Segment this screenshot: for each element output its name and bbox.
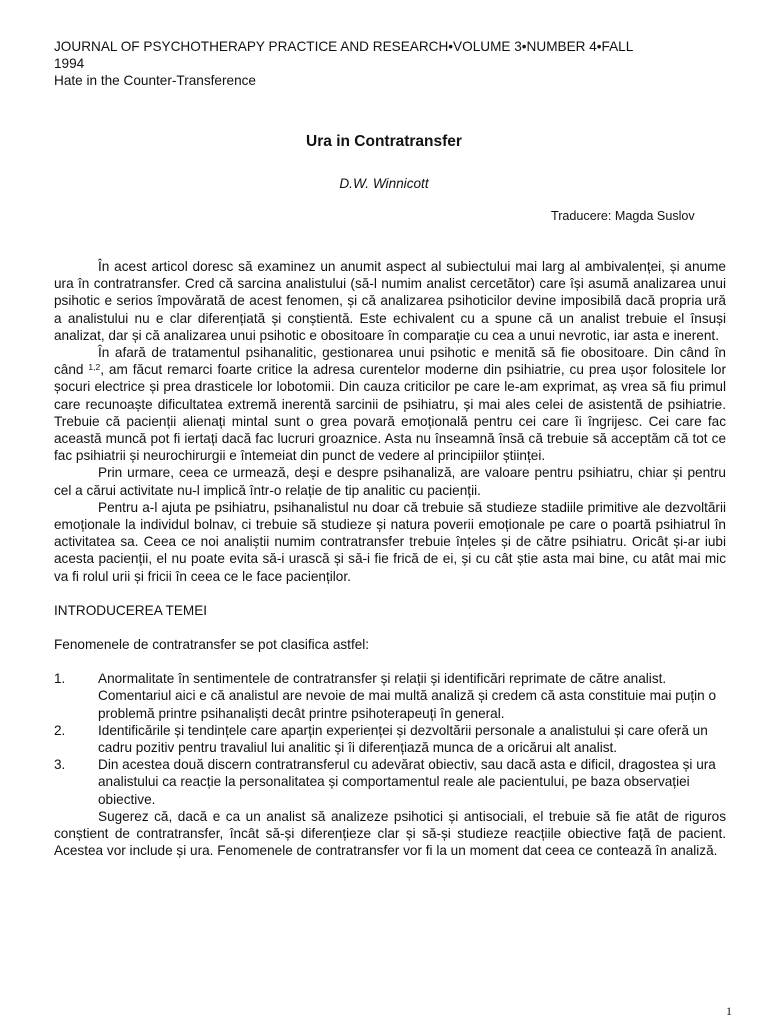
original-title: Hate in the Counter-Transference — [54, 73, 256, 88]
section-heading: INTRODUCEREA TEMEI — [54, 602, 208, 618]
list-text: Din acestea două discern contratransferul cu adevărat obiectiv, sau dacă asta e dificil, dragostea și ura analistului ca reacție la personalitatea și comportamentul reale ale pacientului, pe baza observației obiective. — [98, 757, 716, 807]
article-body — [54, 258, 726, 860]
section-lead: Fenomenele de contratransfer se pot clasifica astfel: — [54, 637, 370, 653]
list-number: 3. — [54, 757, 66, 773]
paragraph: În acest articol doresc să examinez un anumit aspect al subiectului mai larg al ambivalenței, și anume ura în contratransfer. Cred că sarcina analistului (să-l numim analist cercetător) care își asumă analizarea unui psihotic e serios împovărată de acest fenomen, și că analizarea psihoticilor devine imposibilă dacă propria ură a analistului nu e clar diferențiată și conștientă. Este echivalent cu a spune că un analist trebuie el însuși analizat, dar și că analizarea unui psihotic e obositoare în comparație cu cea a unui nevrotic, iar asta e inerent. — [54, 259, 726, 343]
citation-superscript: 1,2 — [88, 362, 101, 373]
list-text: Anormalitate în sentimentele de contratransfer și relații și identificări reprimate de către analist. Comentariul aici e că analistul are nevoie de mai multă analiză și credem că asta constituie mai puțin o problemă printre psihanaliști decât printre psihoterapeuți în general. — [98, 671, 717, 721]
journal-header — [54, 38, 724, 89]
article-author: D.W. Winnicott — [339, 176, 429, 191]
page-number: 1 — [726, 1004, 732, 1018]
paragraph: Pentru a-l ajuta pe psihiatru, psihanalistul nu doar că trebuie să studieze stadiile primitive ale dezvoltării emoționale la individul bolnav, ci trebuie să studieze și natura poverii emoționale pe care o poartă psihiatrul în activitatea sa. Ceea ce noi analiștii numim contratransfer trebuie înțeles și de către psihiatru. Oricât și-ar iubi acesta pacienții, el nu poate evita să-i urască și să-i fie frică de ei, și cu cât știe asta mai bine, cu atât mai mic va fi rolul urii și fricii în ceea ce le face pacienților. — [54, 499, 726, 584]
list-item — [54, 670, 726, 722]
article-title: Ura in Contratransfer — [306, 133, 462, 150]
paragraph-text: În afară de tratamentul psihanalitic, gestionarea unui psihotic e menită să fie obositoare. Din când în când — [54, 345, 726, 378]
list-item — [54, 722, 726, 756]
paragraph: Sugerez că, dacă e ca un analist să analizeze psihotici și antisociali, el trebuie să fie atât de riguros conștient de contratransfer, încât să-și diferențieze clar și să-și studieze reacțiile obiective față de pacient. Acestea vor include și ura. Fenomenele de contratransfer vor fi la un moment dat ceea ce contează în analiză. — [54, 808, 726, 859]
list-item — [54, 756, 726, 808]
list-number: 2. — [54, 722, 66, 738]
list-text: Identificările și tendințele care aparțin experienței și dezvoltării personale a analistului și care oferă un cadru pozitiv pentru travaliul lui analitic și îi diferențiază munca de a oricărui alt analist. — [98, 722, 708, 756]
journal-year: 1994 — [54, 56, 85, 71]
paragraph — [54, 344, 726, 464]
paragraph: Prin urmare, ceea ce urmează, deși e despre psihanaliză, are valoare pentru psihiatru, chiar și pentru cel a cărui activitate nu-l implică într-o relație de tip analitic cu pacienții. — [54, 465, 726, 498]
paragraph-text: , am făcut remarci foarte critice la adresa curentelor moderne din psihiatrie, cu prea ușor folositele lor șocuri electrice și prea drasticele lor lobotomii. Din cauza criticilor pe care le-am exprimat, aș vrea să fiu primul care recunoaște dificultatea extremă inerentă sarcinii de psihiatru, și mai ales celei de asistentă de psihiatrie. Trebuie că pacienții alienați mintal sunt o grea povară emoțională pentru cei care îi îngrijesc. Cei care fac această muncă pot fi iertați dacă fac lucruri groaznice. Asta nu înseamnă însă că trebuie să acceptăm că tot ce fac psihiatrii și neurochirurgii e întemeiat din punct de vedere al principiilor științei. — [54, 362, 726, 464]
journal-citation: JOURNAL OF PSYCHOTHERAPY PRACTICE AND RESEARCH•VOLUME 3•NUMBER 4•FALL — [54, 39, 634, 54]
list-number: 1. — [54, 671, 66, 687]
translator-credit: Traducere: Magda Suslov — [551, 209, 695, 223]
